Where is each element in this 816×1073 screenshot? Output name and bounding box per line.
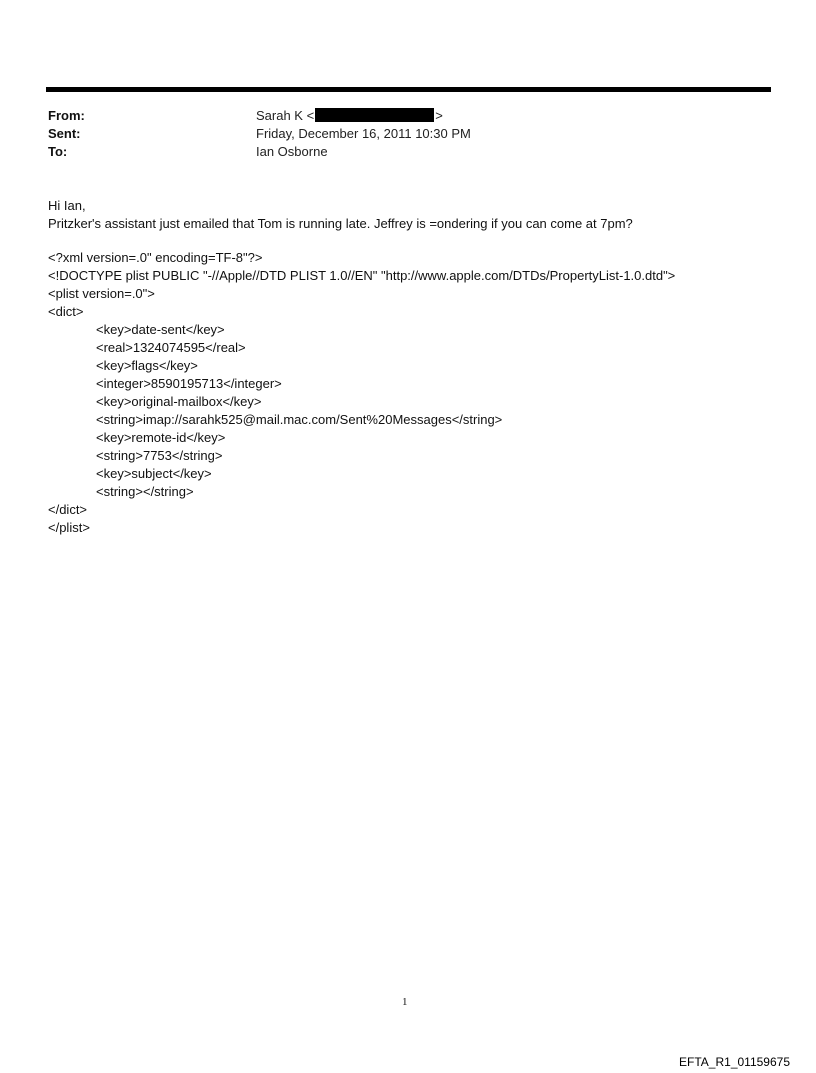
- sent-value: Friday, December 16, 2011 10:30 PM: [256, 126, 471, 141]
- document-id: EFTA_R1_01159675: [679, 1055, 790, 1069]
- paragraph-gap: [48, 233, 788, 249]
- xml-line: <string></string>: [96, 484, 194, 499]
- from-close: >: [435, 108, 443, 123]
- header-divider: [46, 87, 771, 92]
- xml-line: <!DOCTYPE plist PUBLIC "-//Apple//DTD PLIST 1.0//EN" "http://www.apple.com/DTDs/PropertyList-1.0.dtd">: [48, 268, 676, 283]
- from-label: From:: [48, 108, 85, 123]
- from-row: [48, 107, 748, 125]
- xml-line: <string>imap://sarahk525@mail.mac.com/Sent%20Messages</string>: [96, 412, 503, 427]
- xml-line: <key>original-mailbox</key>: [96, 394, 262, 409]
- redaction-block: [315, 108, 434, 122]
- xml-line: <key>flags</key>: [96, 358, 198, 373]
- from-value: [256, 107, 443, 125]
- message-text: Pritzker's assistant just emailed that Tom is running late. Jeffrey is =ondering if you can come at 7pm?: [48, 216, 633, 231]
- xml-line: <dict>: [48, 304, 84, 319]
- xml-line: <real>1324074595</real>: [96, 340, 246, 355]
- xml-line: <string>7753</string>: [96, 448, 223, 463]
- greeting: Hi Ian,: [48, 198, 86, 213]
- to-value: Ian Osborne: [256, 144, 328, 159]
- xml-line: <key>date-sent</key>: [96, 322, 225, 337]
- from-name: Sarah K <: [256, 108, 315, 123]
- xml-line: <key>remote-id</key>: [96, 430, 226, 445]
- to-row: [48, 143, 748, 161]
- email-header: [48, 107, 748, 161]
- xml-line: <plist version=.0">: [48, 286, 155, 301]
- sent-label: Sent:: [48, 126, 81, 141]
- xml-line: </dict>: [48, 502, 88, 517]
- page-number: 1: [402, 996, 408, 1008]
- email-body: [48, 197, 788, 537]
- sent-row: [48, 125, 748, 143]
- to-label: To:: [48, 144, 68, 159]
- xml-line: <key>subject</key>: [96, 466, 212, 481]
- xml-line: </plist>: [48, 520, 90, 535]
- xml-line: <integer>8590195713</integer>: [96, 376, 282, 391]
- xml-line: <?xml version=.0" encoding=TF-8"?>: [48, 250, 263, 265]
